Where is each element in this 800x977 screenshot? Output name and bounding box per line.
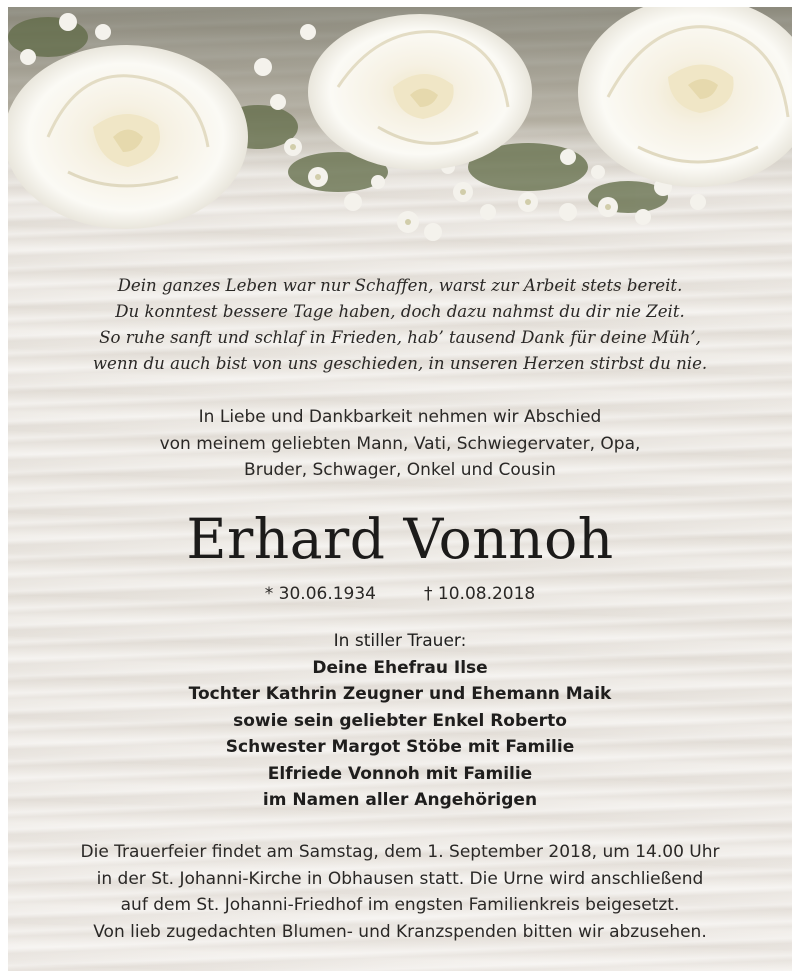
mourner-name: im Namen aller Angehörigen xyxy=(262,790,538,810)
death-date: † 10.08.2018 xyxy=(424,584,536,604)
poem-line: wenn du auch bist von uns geschieden, in unseren Herzen stirbst du nie. xyxy=(92,354,708,373)
mourner-name: Elfriede Vonnoh mit Familie xyxy=(267,763,533,784)
obituary-card xyxy=(8,7,792,971)
info-line: Von lieb zugedachten Blumen- und Kranzspenden bitten wir abzusehen. xyxy=(93,921,707,942)
flower-decoration-image xyxy=(8,7,792,257)
mourner-name: Deine Ehefrau Ilse xyxy=(312,657,488,678)
funeral-information xyxy=(8,839,792,945)
farewell-intro xyxy=(8,404,792,484)
mourner-name: Tochter Kathrin Zeugner und Ehemann Maik xyxy=(188,684,612,704)
intro-line: Bruder, Schwager, Onkel und Cousin xyxy=(244,460,556,480)
intro-line: von meinem geliebten Mann, Vati, Schwiegervater, Opa, xyxy=(159,433,641,454)
poem-line: Dein ganzes Leben war nur Schaffen, warst zur Arbeit stets bereit. xyxy=(117,276,683,295)
info-line: auf dem St. Johanni-Friedhof im engsten Familienkreis beigesetzt. xyxy=(120,895,680,915)
mourner-name: Schwester Margot Stöbe mit Familie xyxy=(225,737,575,757)
mourners-heading: In stiller Trauer: xyxy=(333,631,467,651)
mourner-name: sowie sein geliebter Enkel Roberto xyxy=(233,710,567,731)
poem xyxy=(8,273,792,377)
deceased-name: Erhard Vonnoh xyxy=(186,507,614,571)
birth-date: * 30.06.1934 xyxy=(264,584,376,604)
mourners-block xyxy=(8,628,792,814)
poem-line: So ruhe sanft und schlaf in Frieden, hab’ tausend Dank für deine Müh’, xyxy=(99,328,701,347)
info-line: in der St. Johanni-Kirche in Obhausen statt. Die Urne wird anschließend xyxy=(96,868,704,889)
info-line: Die Trauerfeier findet am Samstag, dem 1. September 2018, um 14.00 Uhr xyxy=(80,842,720,862)
life-dates xyxy=(8,581,792,607)
intro-line: In Liebe und Dankbarkeit nehmen wir Abschied xyxy=(198,407,602,427)
poem-line: Du konntest bessere Tage haben, doch dazu nahmst du dir nie Zeit. xyxy=(115,302,685,321)
